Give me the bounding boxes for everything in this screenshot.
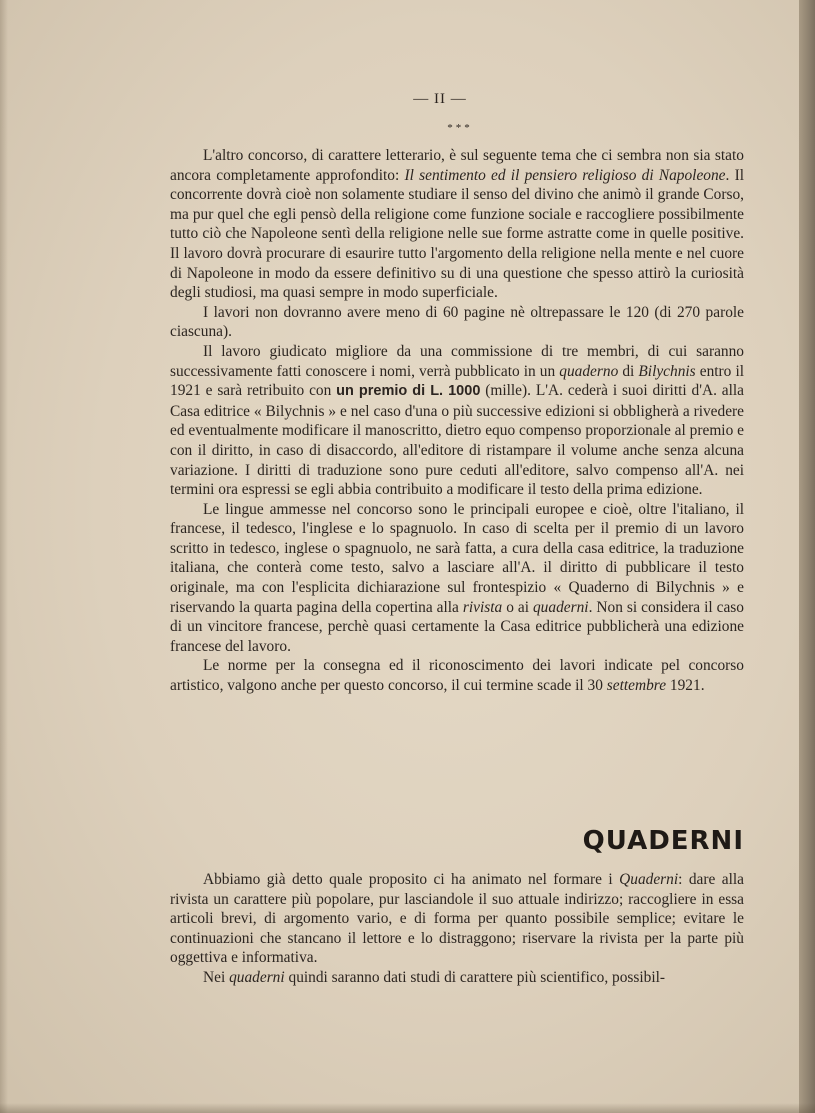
binding-edge: [799, 0, 815, 1113]
concorso-letterario-text: [170, 146, 744, 696]
essay-theme-title: Il sentimento ed il pensiero religioso di Napoleone: [404, 166, 726, 184]
page-bottom-shadow: [0, 1103, 815, 1113]
paragraph: Le norme per la consegna ed il riconoscimento dei lavori indicate pel concorso artistico, valgono anche per questo concorso, il cui termine scade il 30 settembre 1921.: [170, 657, 744, 695]
section-separator-stars: ***: [447, 122, 473, 134]
paragraph: L'altro concorso, di carattere letterario, è sul seguente tema che ci sembra non sia stato ancora completamente approfondito: Il sentimento ed il pensiero religioso di Napoleone. Il concorrente dovrà cioè non solamente studiare il senso del divino che animò il grande Corso, ma pur quel che egli pensò della religione come funzione sociale e raccogliere possibilmente tutto ciò che Napoleone sentì della religione nelle sue forme astratte come in quelle positive. Il lavoro dovrà procurare di esaurire tutto l'argomento della religione nella mente e nel cuore di Napoleone in modo da essere definitivo su di una questione che spesso attirò la curiosità degli studiosi, ma quasi sempre in modo superficiale.: [170, 147, 744, 302]
quaderni-text: [170, 870, 744, 988]
paragraph: Nei quaderni quindi saranno dati studi di carattere più scientifico, possibil-: [203, 968, 666, 986]
paragraph: I lavori non dovranno avere meno di 60 pagine nè oltrepassare le 120 (di 270 parole ciascuna).: [170, 303, 744, 341]
prize-amount: un premio di L. 1000: [336, 383, 481, 400]
page-left-shadow: [0, 0, 8, 1113]
paragraph: Abbiamo già detto quale proposito ci ha animato nel formare i Quaderni: dare alla rivista un carattere più popolare, pur lasciandole il suo attuale indirizzo; raccogliere in essa articoli brevi, di argomento vario, e di forma per quanto possibile semplice; evitare le continuazioni che stancano il lettore e lo distraggono; riservare la rivista per la parte più oggettiva e informativa.: [170, 871, 744, 967]
section-title-quaderni: QUADERNI: [582, 826, 744, 856]
page-number: — II —: [413, 91, 467, 107]
paragraph: Il lavoro giudicato migliore da una commissione di tre membri, di cui saranno successivamente fatti conoscere i nomi, verrà pubblicato in un quaderno di Bilychnis entro il 1921 e sarà retribuito con un premio di L. 1000 (mille). L'A. cederà i suoi diritti d'A. alla Casa editrice « Bilychnis » e nel caso d'una o più successive edizioni si obbligherà a rivedere ed eventualmente modificare il manoscritto, dietro equo compenso proporzionale al premio e con il diritto, in caso di disaccordo, all'editore di ristampare il volume anche senza alcuna variazione. I diritti di traduzione sono pure ceduti all'editore, salvo compenso all'A. nei termini ora espressi se egli abbia contribuito a modificare il testo della prima edizione.: [170, 342, 745, 499]
paragraph: Le lingue ammesse nel concorso sono le principali europee e cioè, oltre l'italiano, il francese, il tedesco, l'inglese e lo spagnuolo. In caso di scelta per il premio di un lavoro scritto in tedesco, inglese o spagnuolo, ne sarà fatta, a cura della casa editrice, la traduzione italiana, che conterà come testo, salvo a lasciare all'A. il diritto di pubblicare il testo originale, ma con l'esplicita dichiarazione sul frontespizio « Quaderno di Bilychnis » e riservando la quarta pagina della copertina alla rivista o ai quaderni. Non si considera il caso di un vincitore francese, perchè quasi certamente la Casa editrice pubblicherà una edizione francese del lavoro.: [170, 500, 744, 655]
